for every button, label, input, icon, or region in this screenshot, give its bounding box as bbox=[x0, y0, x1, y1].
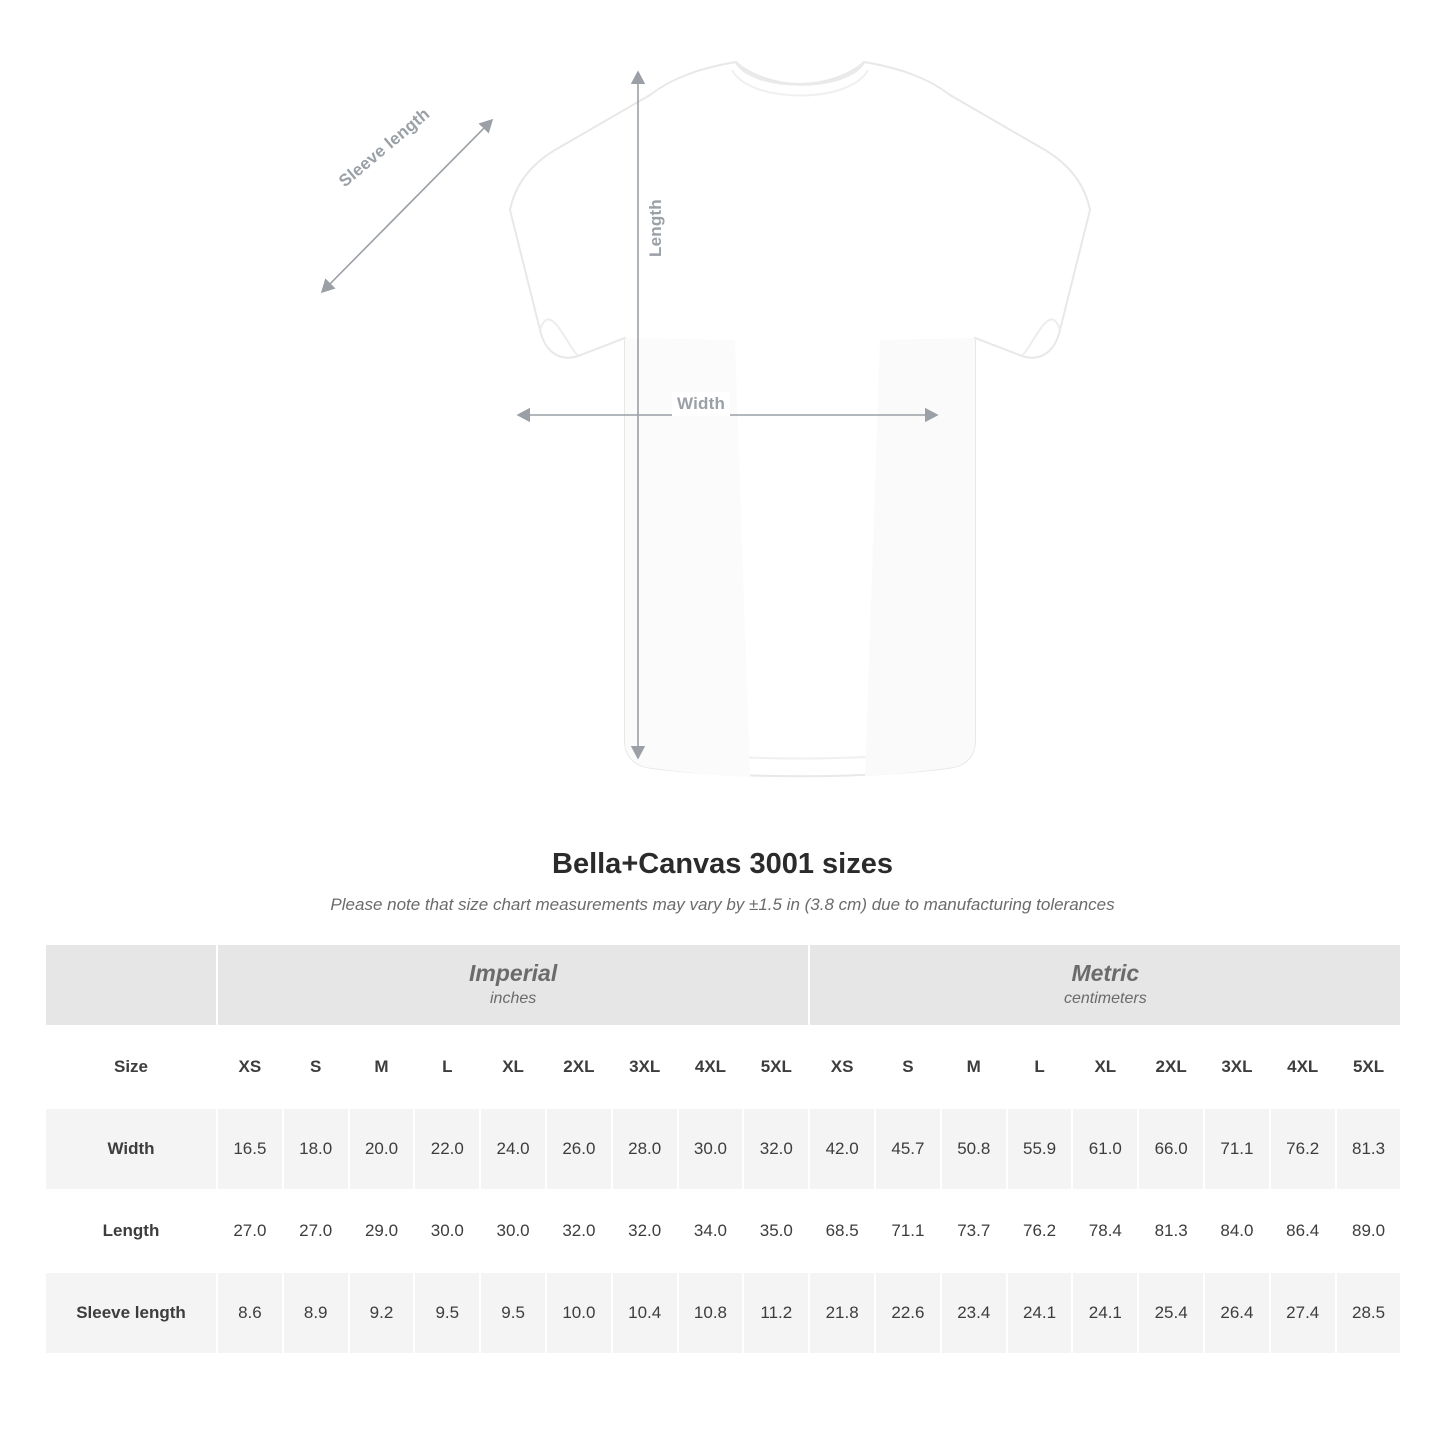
table-cell: 34.0 bbox=[678, 1190, 744, 1272]
row-label-sleeve-length: Sleeve length bbox=[45, 1272, 217, 1354]
tolerance-note: Please note that size chart measurements may vary by ±1.5 in (3.8 cm) due to manufacturing tolerances bbox=[330, 895, 1115, 914]
size-header-cell: 2XL bbox=[1138, 1026, 1204, 1108]
tshirt-shape bbox=[510, 62, 1090, 777]
size-header-cell: M bbox=[349, 1026, 415, 1108]
table-cell: 9.5 bbox=[480, 1272, 546, 1354]
size-header-cell: XL bbox=[480, 1026, 546, 1108]
table-cell: 78.4 bbox=[1072, 1190, 1138, 1272]
table-cell: 9.5 bbox=[414, 1272, 480, 1354]
size-table bbox=[44, 943, 1402, 1355]
unit-system-row bbox=[45, 944, 1401, 1026]
size-header-cell: XS bbox=[809, 1026, 875, 1108]
size-header-label: Size bbox=[45, 1026, 217, 1108]
width-label: Width bbox=[672, 392, 730, 416]
size-header-cell: 2XL bbox=[546, 1026, 612, 1108]
table-cell: 22.0 bbox=[414, 1108, 480, 1190]
table-cell: 32.0 bbox=[546, 1190, 612, 1272]
table-cell: 71.1 bbox=[875, 1190, 941, 1272]
sleeve-length-arrow bbox=[322, 120, 492, 292]
table-cell: 11.2 bbox=[743, 1272, 809, 1354]
table-cell: 8.6 bbox=[217, 1272, 283, 1354]
table-cell: 26.0 bbox=[546, 1108, 612, 1190]
table-cell: 86.4 bbox=[1270, 1190, 1336, 1272]
table-cell: 10.4 bbox=[612, 1272, 678, 1354]
table-cell: 9.2 bbox=[349, 1272, 415, 1354]
table-cell: 27.4 bbox=[1270, 1272, 1336, 1354]
table-cell: 45.7 bbox=[875, 1108, 941, 1190]
table-cell: 76.2 bbox=[1270, 1108, 1336, 1190]
size-header-cell: L bbox=[414, 1026, 480, 1108]
unit-measure-name: inches bbox=[490, 990, 537, 1008]
table-cell: 81.3 bbox=[1138, 1190, 1204, 1272]
table-cell: 23.4 bbox=[941, 1272, 1007, 1354]
unit-measure-name: centimeters bbox=[1064, 990, 1147, 1008]
row-label-width: Width bbox=[45, 1108, 217, 1190]
table-cell: 71.1 bbox=[1204, 1108, 1270, 1190]
sleeve-length-label: Sleeve length bbox=[330, 99, 439, 196]
unit-row-spacer bbox=[45, 944, 217, 1026]
table-cell: 27.0 bbox=[283, 1190, 349, 1272]
table-cell: 84.0 bbox=[1204, 1190, 1270, 1272]
size-header-cell: 5XL bbox=[743, 1026, 809, 1108]
table-row bbox=[45, 1108, 1401, 1190]
size-header-cell: M bbox=[941, 1026, 1007, 1108]
unit-system-name: Metric bbox=[1071, 960, 1140, 987]
size-header-cell: 3XL bbox=[612, 1026, 678, 1108]
table-cell: 27.0 bbox=[217, 1190, 283, 1272]
table-cell: 25.4 bbox=[1138, 1272, 1204, 1354]
table-cell: 68.5 bbox=[809, 1190, 875, 1272]
table-cell: 30.0 bbox=[678, 1108, 744, 1190]
size-header-cell: 4XL bbox=[1270, 1026, 1336, 1108]
unit-group-metric bbox=[809, 944, 1401, 1026]
table-cell: 73.7 bbox=[941, 1190, 1007, 1272]
table-cell: 55.9 bbox=[1007, 1108, 1073, 1190]
table-cell: 89.0 bbox=[1336, 1190, 1402, 1272]
table-cell: 81.3 bbox=[1336, 1108, 1402, 1190]
size-header-cell: XS bbox=[217, 1026, 283, 1108]
table-cell: 66.0 bbox=[1138, 1108, 1204, 1190]
table-cell: 20.0 bbox=[349, 1108, 415, 1190]
size-header-cell: 4XL bbox=[678, 1026, 744, 1108]
table-cell: 10.0 bbox=[546, 1272, 612, 1354]
table-cell: 26.4 bbox=[1204, 1272, 1270, 1354]
table-cell: 24.1 bbox=[1072, 1272, 1138, 1354]
table-cell: 61.0 bbox=[1072, 1108, 1138, 1190]
page-title: Bella+Canvas 3001 sizes bbox=[552, 848, 893, 880]
table-cell: 29.0 bbox=[349, 1190, 415, 1272]
table-cell: 30.0 bbox=[414, 1190, 480, 1272]
unit-group-imperial bbox=[217, 944, 809, 1026]
table-cell: 50.8 bbox=[941, 1108, 1007, 1190]
table-cell: 24.0 bbox=[480, 1108, 546, 1190]
size-header-cell: 3XL bbox=[1204, 1026, 1270, 1108]
table-row bbox=[45, 1272, 1401, 1354]
table-cell: 18.0 bbox=[283, 1108, 349, 1190]
size-header-cell: 5XL bbox=[1336, 1026, 1402, 1108]
table-cell: 21.8 bbox=[809, 1272, 875, 1354]
table-cell: 16.5 bbox=[217, 1108, 283, 1190]
table-cell: 30.0 bbox=[480, 1190, 546, 1272]
table-cell: 42.0 bbox=[809, 1108, 875, 1190]
size-table-wrap bbox=[44, 943, 1401, 1355]
size-header-cell: XL bbox=[1072, 1026, 1138, 1108]
table-cell: 32.0 bbox=[612, 1190, 678, 1272]
table-cell: 24.1 bbox=[1007, 1272, 1073, 1354]
size-header-cell: S bbox=[875, 1026, 941, 1108]
unit-system-name: Imperial bbox=[469, 960, 558, 987]
title-block bbox=[0, 848, 1445, 915]
size-header-cell: S bbox=[283, 1026, 349, 1108]
table-cell: 8.9 bbox=[283, 1272, 349, 1354]
table-cell: 22.6 bbox=[875, 1272, 941, 1354]
size-header-row bbox=[45, 1026, 1401, 1108]
table-cell: 35.0 bbox=[743, 1190, 809, 1272]
table-cell: 28.5 bbox=[1336, 1272, 1402, 1354]
table-row bbox=[45, 1190, 1401, 1272]
size-header-cell: L bbox=[1007, 1026, 1073, 1108]
row-label-length: Length bbox=[45, 1190, 217, 1272]
table-cell: 32.0 bbox=[743, 1108, 809, 1190]
length-label: Length bbox=[644, 194, 668, 262]
table-cell: 28.0 bbox=[612, 1108, 678, 1190]
table-cell: 76.2 bbox=[1007, 1190, 1073, 1272]
table-cell: 10.8 bbox=[678, 1272, 744, 1354]
